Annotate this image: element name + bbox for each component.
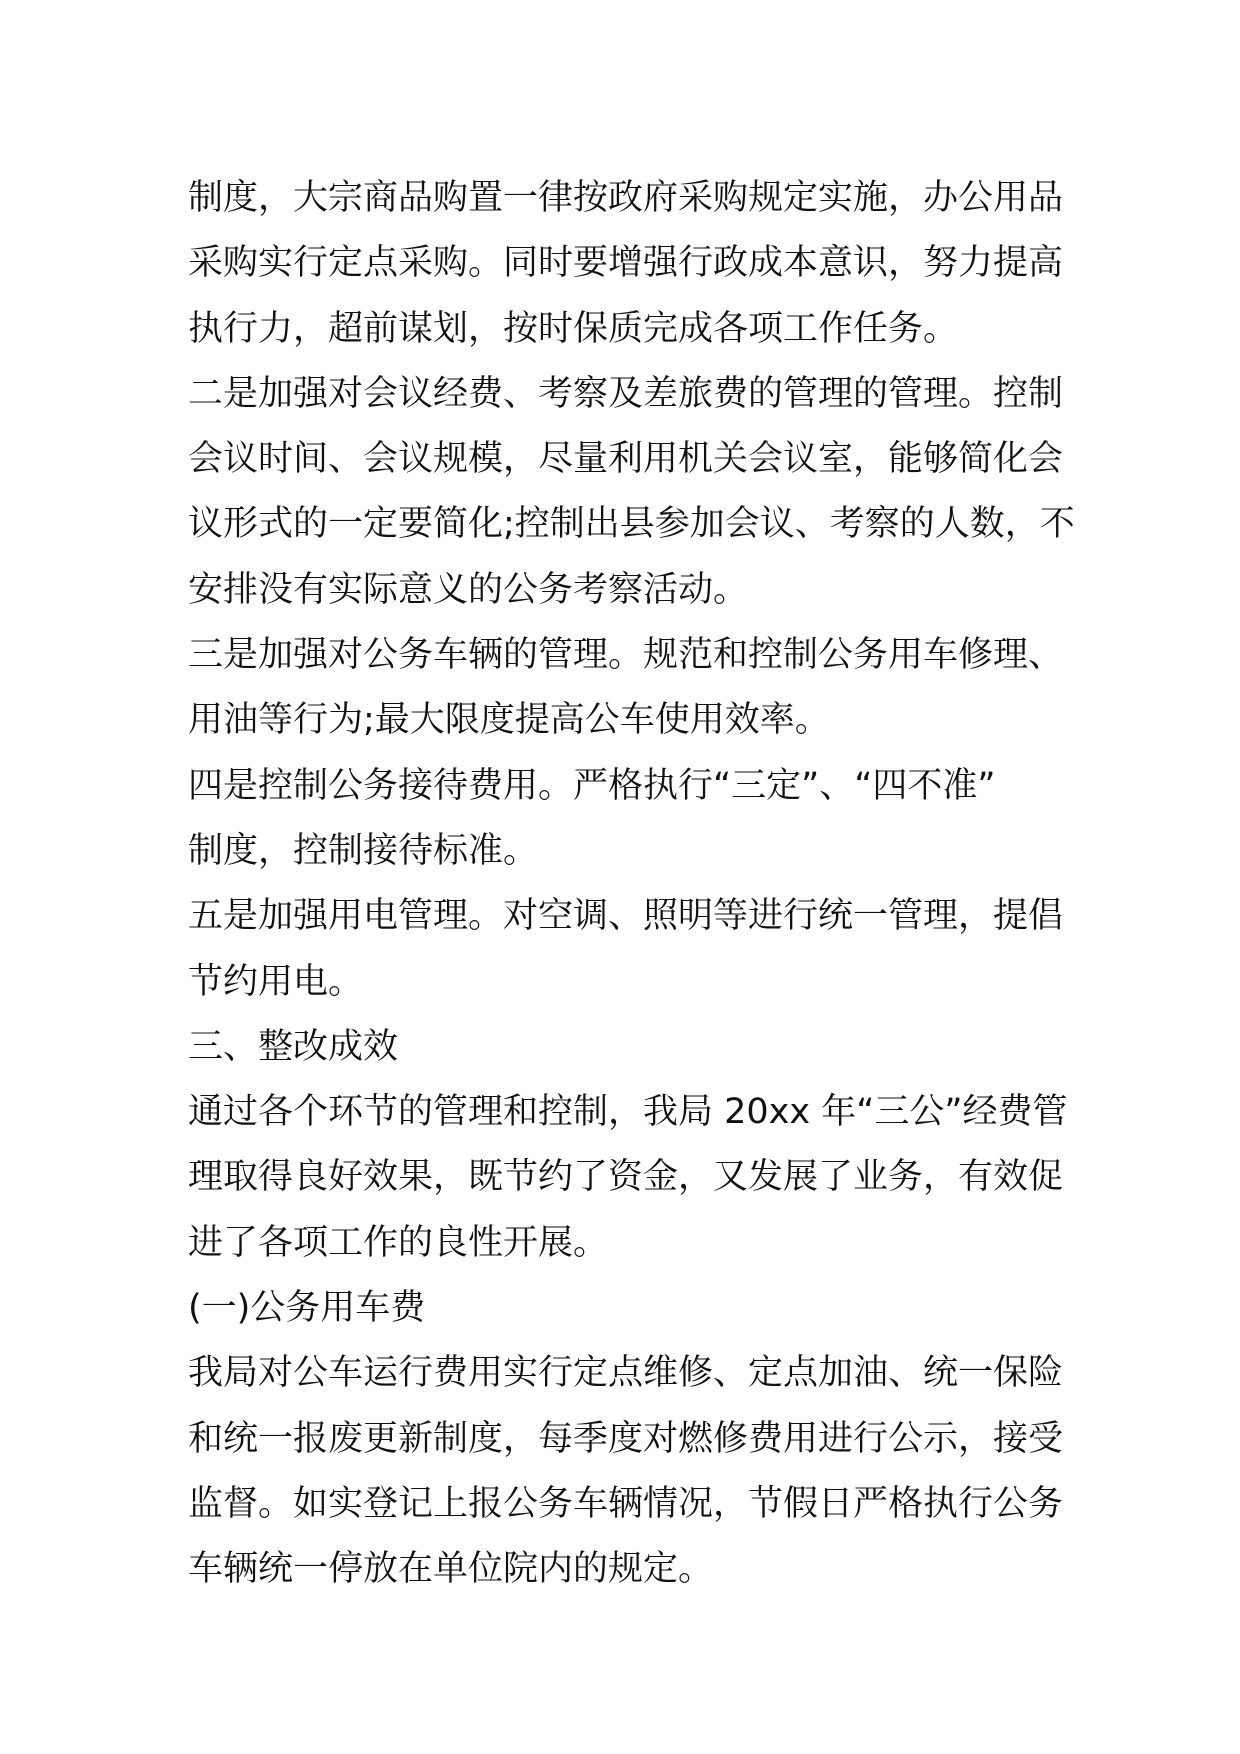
- text-line: 用油等行为;最大限度提高公车使用效率。: [188, 700, 830, 741]
- text-line: 车辆统一停放在单位院内的规定。: [188, 1549, 714, 1590]
- text-line: 通过各个环节的管理和控制，我局 20xx 年“三公”经费管: [188, 1092, 1068, 1133]
- text-line: 二是加强对会议经费、考察及差旅费的管理的管理。控制: [188, 373, 1064, 414]
- text-line: 和统一报废更新制度，每季度对燃修费用进行公示，接受: [188, 1418, 1064, 1459]
- subsection-heading: (一)公务用车费: [188, 1288, 426, 1329]
- text-line: 四是控制公务接待费用。严格执行“三定”、“四不准”: [188, 765, 996, 806]
- text-line: 制度，大宗商品购置一律按政府采购规定实施，办公用品: [188, 178, 1064, 218]
- text-line: 五是加强用电管理。对空调、照明等进行统一管理，提倡: [188, 896, 1064, 937]
- text-line: 采购实行定点采购。同时要增强行政成本意识，努力提高: [188, 243, 1064, 284]
- text-line: 理取得良好效果，既节约了资金，又发展了业务，有效促: [188, 1157, 1064, 1198]
- body-text: [188, 166, 1075, 1603]
- text-line: 三是加强对公务车辆的管理。规范和控制公务用车修理、: [188, 635, 1064, 676]
- section-heading: 三、整改成效: [188, 1026, 399, 1067]
- text-line: 执行力，超前谋划，按时保质完成各项工作任务。: [188, 308, 959, 349]
- text-line: 节约用电。: [188, 961, 364, 1002]
- text-line: 制度，控制接待标准。: [188, 830, 539, 871]
- text-line: 进了各项工作的良性开展。: [188, 1222, 609, 1263]
- text-line: 会议时间、会议规模，尽量利用机关会议室，能够简化会: [188, 439, 1064, 480]
- text-line: 安排没有实际意义的公务考察活动。: [188, 569, 749, 610]
- text-line: 议形式的一定要简化;控制出县参加会议、考察的人数，不: [188, 504, 1075, 545]
- text-line: 我局对公车运行费用实行定点维修、定点加油、统一保险: [188, 1353, 1064, 1394]
- text-line: 监督。如实登记上报公务车辆情况，节假日严格执行公务: [188, 1483, 1064, 1524]
